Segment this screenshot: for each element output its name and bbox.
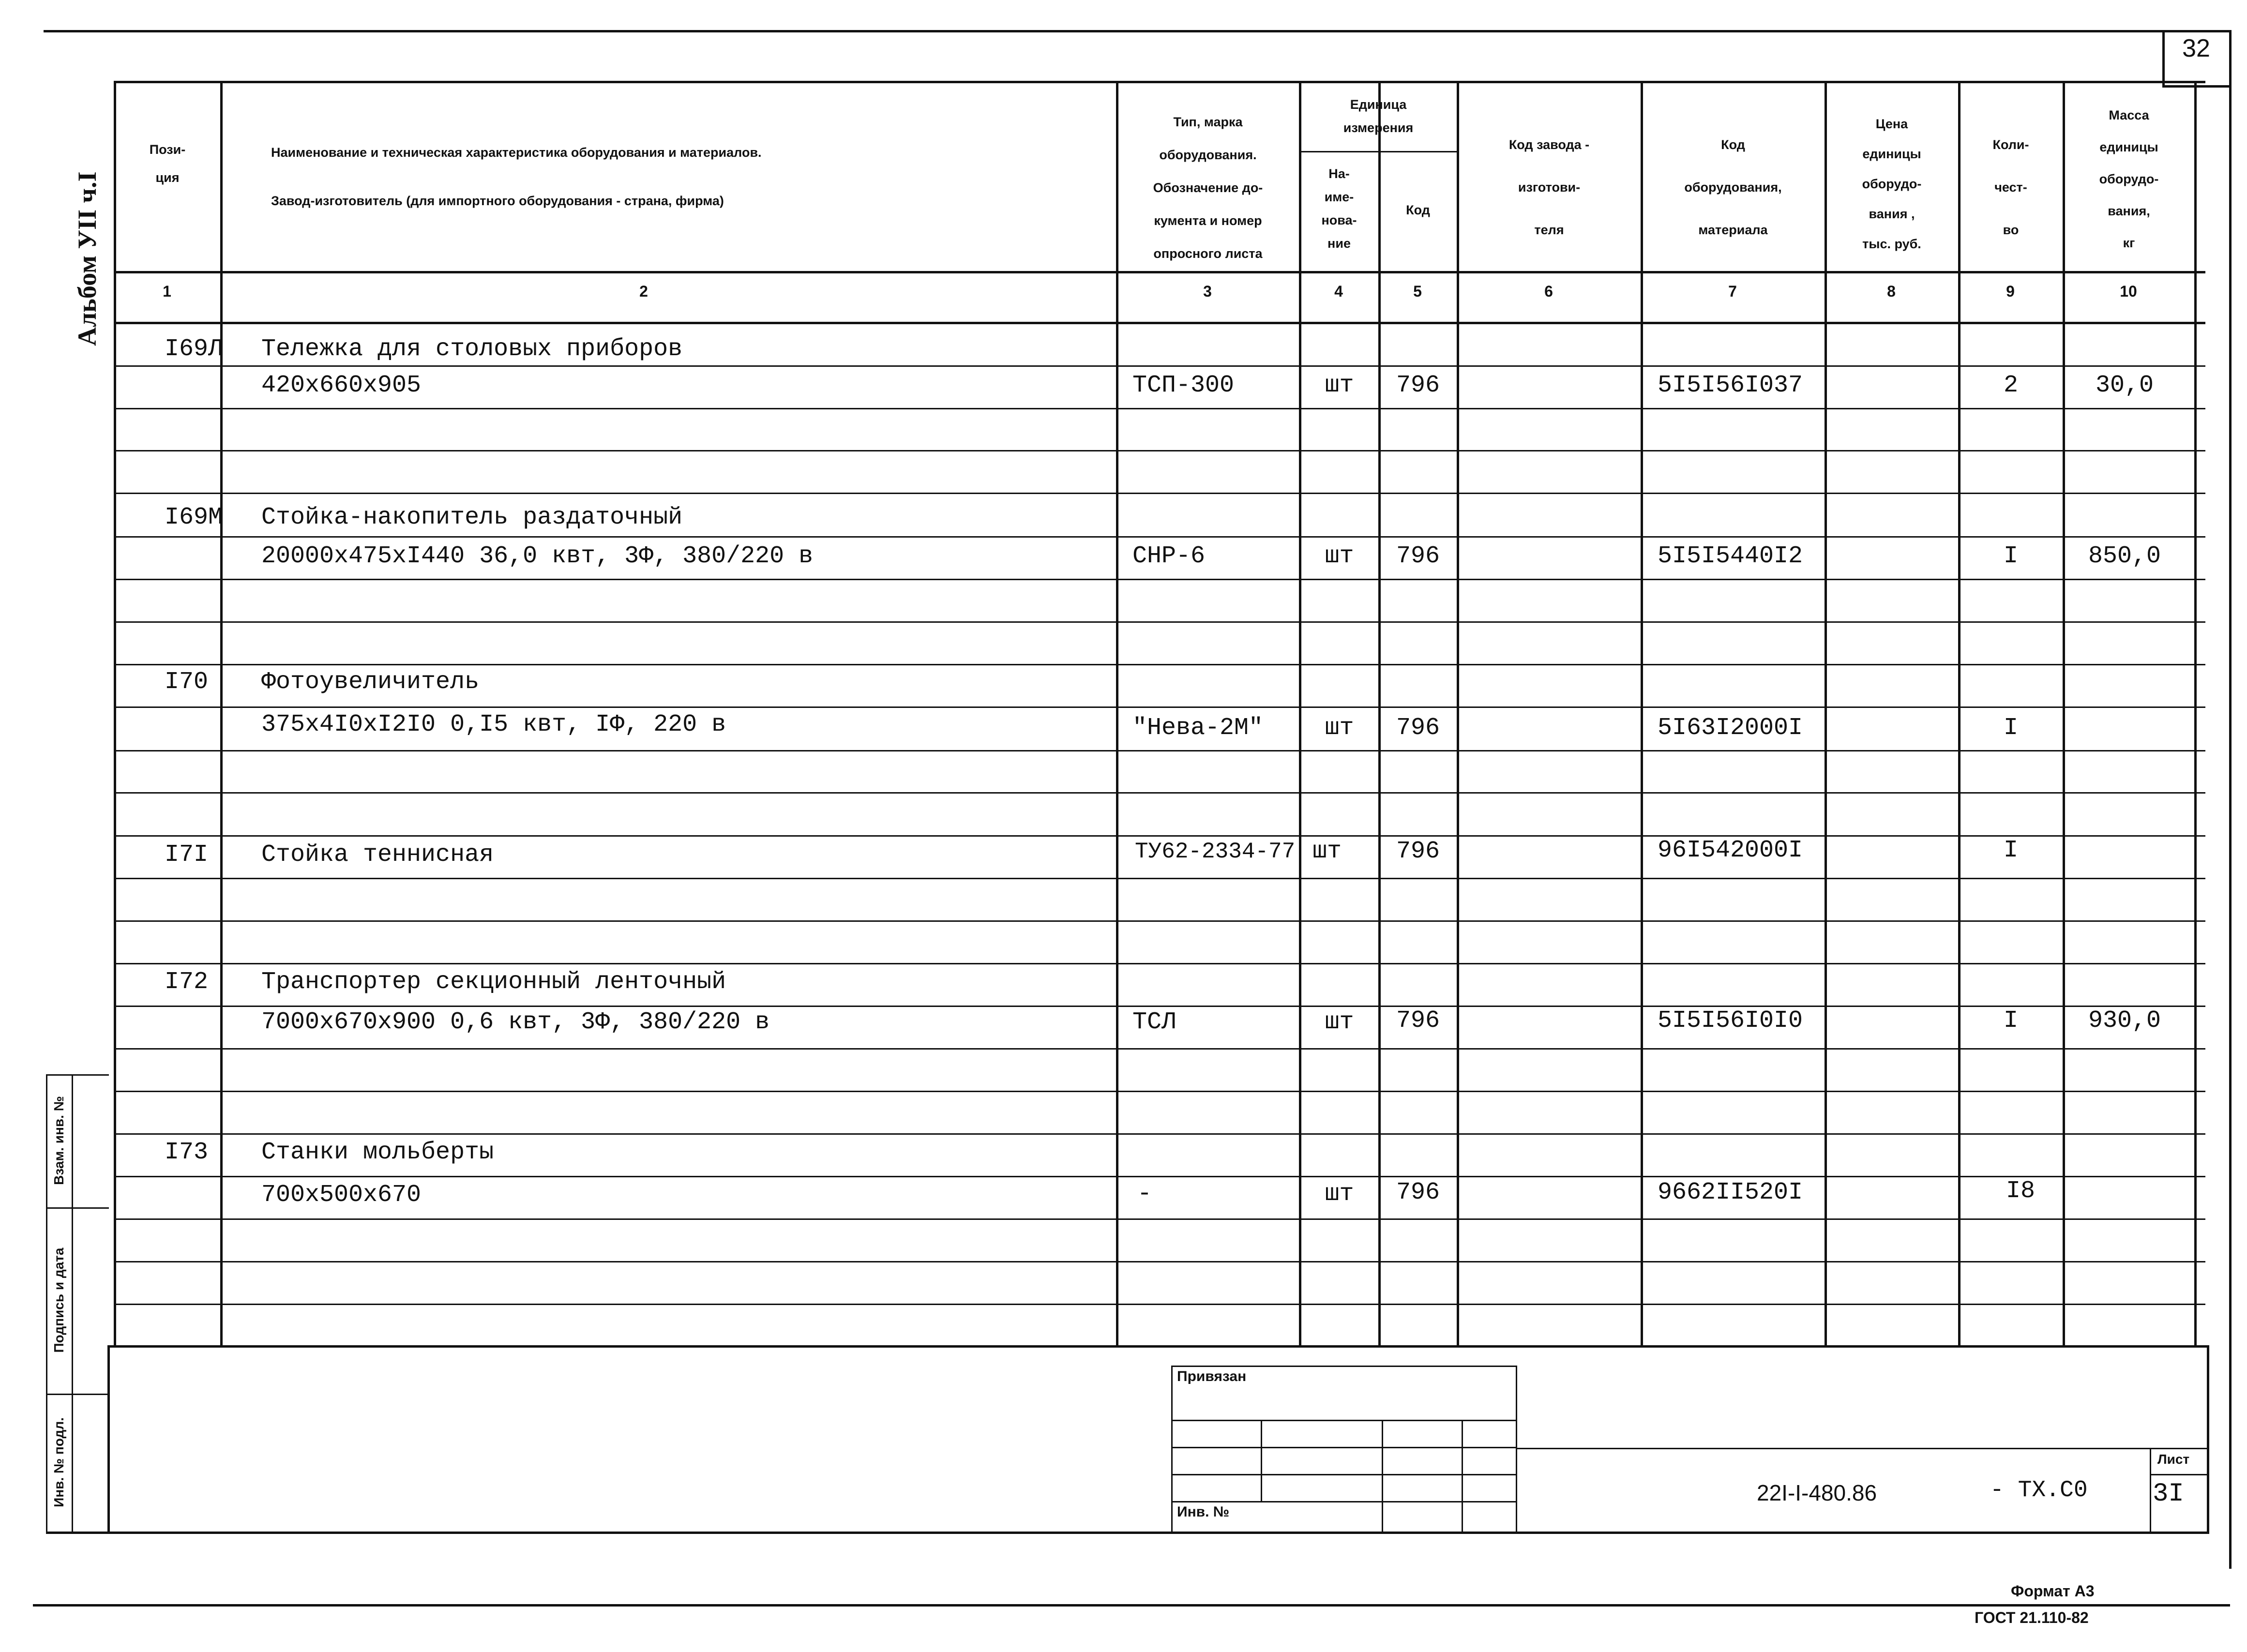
unit-subheader-line	[1299, 151, 1459, 152]
row-line	[115, 792, 2205, 794]
item-mass: 850,0	[2088, 542, 2161, 570]
sheet-box-left	[2150, 1448, 2151, 1532]
top-rule	[44, 30, 2231, 32]
sheet-number: 3I	[2153, 1479, 2184, 1509]
item-unit-code: 796	[1396, 714, 1440, 742]
row-line	[115, 536, 2205, 538]
document-code: 22I-I-480.86	[1757, 1480, 1877, 1505]
doc-code-strip-top	[1516, 1448, 2208, 1449]
header-col1: Пози- ция	[149, 142, 186, 185]
item-unit-code: 796	[1396, 542, 1440, 570]
item-qty: I	[2003, 837, 2018, 864]
row-line	[115, 493, 2205, 494]
row-line	[115, 1091, 2205, 1092]
item-unit: шт	[1325, 714, 1354, 742]
colnum-7: 7	[1728, 283, 1737, 300]
col-line	[220, 81, 223, 1348]
item-qty: I	[2003, 714, 2018, 742]
col-line	[1825, 81, 1827, 1348]
row-line	[115, 750, 2205, 751]
side-stamp-vzam-inv: Взам. инв. №	[51, 1096, 66, 1185]
header-col4: На- име- нова- ние	[1321, 166, 1357, 251]
row-line	[115, 920, 2205, 922]
title-block-right-border	[2207, 1345, 2209, 1534]
col-line	[1457, 81, 1459, 1348]
header-col3: Тип, марка оборудования. Обозначение до- кумента и номер опросного листа	[1153, 115, 1263, 261]
item-qty: 2	[2003, 372, 2018, 399]
col-line	[114, 81, 116, 1348]
stamp-line	[1171, 1366, 1517, 1367]
item-material-code: 5I5I5440I2	[1658, 542, 1803, 570]
bottom-rule	[33, 1604, 2230, 1607]
item-unit-code: 796	[1396, 1179, 1440, 1206]
row-line	[115, 706, 2205, 708]
item-material-code: 9662II520I	[1658, 1179, 1803, 1206]
side-stamp-mid	[72, 1074, 73, 1533]
page-number: 32	[2182, 34, 2210, 62]
colnum-6: 6	[1544, 283, 1553, 300]
col-line	[2194, 81, 2197, 1348]
stamp-line	[1171, 1447, 1517, 1448]
row-line	[115, 878, 2205, 879]
col-line	[1299, 81, 1301, 1348]
item-unit: шт	[1325, 542, 1354, 570]
row-line	[115, 621, 2205, 623]
item-name: Стойка-накопитель раздаточный	[261, 504, 683, 531]
colnum-3: 3	[1203, 283, 1212, 300]
item-position: I7I	[165, 841, 209, 869]
document-suffix: - ТХ.С0	[1990, 1477, 2088, 1503]
item-qty: I8	[2006, 1177, 2035, 1205]
row-line	[115, 1218, 2205, 1220]
header-col5: Код	[1406, 203, 1430, 217]
sheet-label: Лист	[2157, 1452, 2190, 1467]
item-spec: 375х4I0хI2I0 0,I5 квт, IФ, 220 в	[261, 711, 726, 738]
item-type: ТСП-300	[1132, 372, 1235, 399]
sheet-box-divider	[2150, 1474, 2208, 1475]
header-bottom	[115, 271, 2205, 273]
colnum-bottom	[115, 322, 2205, 324]
header-col10: Масса единицы оборудо- вания, кг	[2099, 108, 2159, 250]
stamp-line	[1171, 1501, 1517, 1502]
item-qty: I	[2003, 542, 2018, 570]
header-col2: Наименование и техническая характеристика оборудования и материалов. Завод-изготовитель (для импортного оборудования - страна, фирма)	[271, 145, 762, 208]
item-qty: I	[2003, 1007, 2018, 1035]
item-position: I69М	[165, 504, 223, 531]
stamp-line	[1171, 1420, 1517, 1421]
title-block-left-border	[107, 1345, 110, 1534]
item-name: Транспортер секционный ленточный	[261, 968, 726, 996]
item-mass: 30,0	[2095, 372, 2154, 399]
item-unit: шт	[1325, 1180, 1354, 1208]
colnum-9: 9	[2006, 283, 2015, 300]
item-type: ТУ62-2334-77	[1135, 839, 1296, 864]
header-col9: Коли- чест- во	[1992, 137, 2029, 237]
item-unit: шт	[1325, 1008, 1354, 1036]
item-unit-code: 796	[1396, 1007, 1440, 1035]
item-name: Тележка для столовых приборов	[261, 335, 683, 363]
row-line	[115, 1048, 2205, 1050]
item-material-code: 5I5I56I0I0	[1658, 1007, 1803, 1035]
colnum-2: 2	[639, 283, 648, 300]
header-col7: Код оборудования, материала	[1684, 137, 1782, 237]
title-block-bottom	[46, 1532, 2209, 1534]
item-name: Фотоувеличитель	[261, 668, 480, 696]
row-line	[115, 1006, 2205, 1007]
right-border	[2229, 30, 2232, 1569]
item-material-code: 5I5I56I037	[1658, 372, 1803, 399]
item-position: I70	[165, 668, 209, 696]
row-line	[115, 1261, 2205, 1262]
row-line	[115, 408, 2205, 409]
colnum-5: 5	[1413, 283, 1422, 300]
item-type: "Нева-2М"	[1132, 714, 1264, 742]
item-spec: 700х500х670	[261, 1181, 422, 1209]
item-unit-code: 796	[1396, 372, 1440, 399]
item-unit: шт	[1325, 372, 1354, 399]
header-unit-group: Единица измерения	[1343, 97, 1414, 135]
stamp-line	[1462, 1420, 1463, 1532]
privyazan-label: Привязан	[1177, 1368, 1247, 1384]
stamp-line	[1382, 1420, 1383, 1532]
item-material-code: 96I542000I	[1658, 837, 1803, 864]
table-top	[115, 81, 2205, 83]
row-line	[115, 664, 2205, 665]
album-label: Альбом УII ч.I	[73, 171, 102, 346]
item-position: I73	[165, 1139, 209, 1166]
col-line	[1641, 81, 1643, 1348]
row-line	[115, 963, 2205, 964]
row-line	[115, 835, 2205, 837]
table-bottom	[109, 1345, 2209, 1348]
item-unit-code: 796	[1396, 838, 1440, 865]
item-spec: 7000х670х900 0,6 квт, 3Ф, 380/220 в	[261, 1008, 770, 1036]
row-line	[115, 1176, 2205, 1177]
stamp-line	[1261, 1420, 1262, 1501]
item-name: Стойка теннисная	[261, 841, 494, 869]
stamp-line	[1171, 1474, 1517, 1475]
colnum-8: 8	[1887, 283, 1896, 300]
item-type: -	[1137, 1180, 1152, 1208]
header-col6: Код завода - изготови- теля	[1508, 137, 1590, 237]
col-line	[2063, 81, 2065, 1348]
header-col8: Цена единицы оборудо- вания , тыс. руб.	[1862, 117, 1922, 251]
item-type: ТСЛ	[1132, 1008, 1176, 1036]
item-material-code: 5I63I2000I	[1658, 714, 1803, 742]
item-type: СНР-6	[1132, 542, 1206, 570]
colnum-10: 10	[2120, 283, 2137, 300]
gost-label: ГОСТ 21.110-82	[1975, 1609, 2089, 1626]
colnum-1: 1	[163, 283, 171, 300]
item-position: I69Л	[165, 335, 223, 363]
side-stamp-signature-date: Подпись и дата	[51, 1247, 66, 1353]
inv-no-label: Инв. №	[1177, 1504, 1230, 1520]
row-line	[115, 579, 2205, 580]
item-spec: 420х660х905	[261, 372, 422, 399]
colnum-4: 4	[1334, 283, 1343, 300]
item-spec: 20000х475хI440 36,0 квт, 3Ф, 380/220 в	[261, 542, 814, 570]
stamp-line	[1171, 1366, 1173, 1532]
format-label: Формат А3	[2011, 1582, 2095, 1600]
item-mass: 930,0	[2088, 1007, 2161, 1035]
row-line	[115, 1133, 2205, 1135]
item-position: I72	[165, 968, 209, 996]
row-line	[115, 1304, 2205, 1305]
side-stamp-inv-podl: Инв. № подл.	[51, 1417, 66, 1507]
row-line	[115, 450, 2205, 451]
col-line	[1116, 81, 1118, 1348]
item-unit: шт	[1312, 838, 1342, 865]
col-line	[1378, 81, 1381, 1348]
row-line	[115, 365, 2205, 367]
item-name: Станки мольберты	[261, 1139, 494, 1166]
